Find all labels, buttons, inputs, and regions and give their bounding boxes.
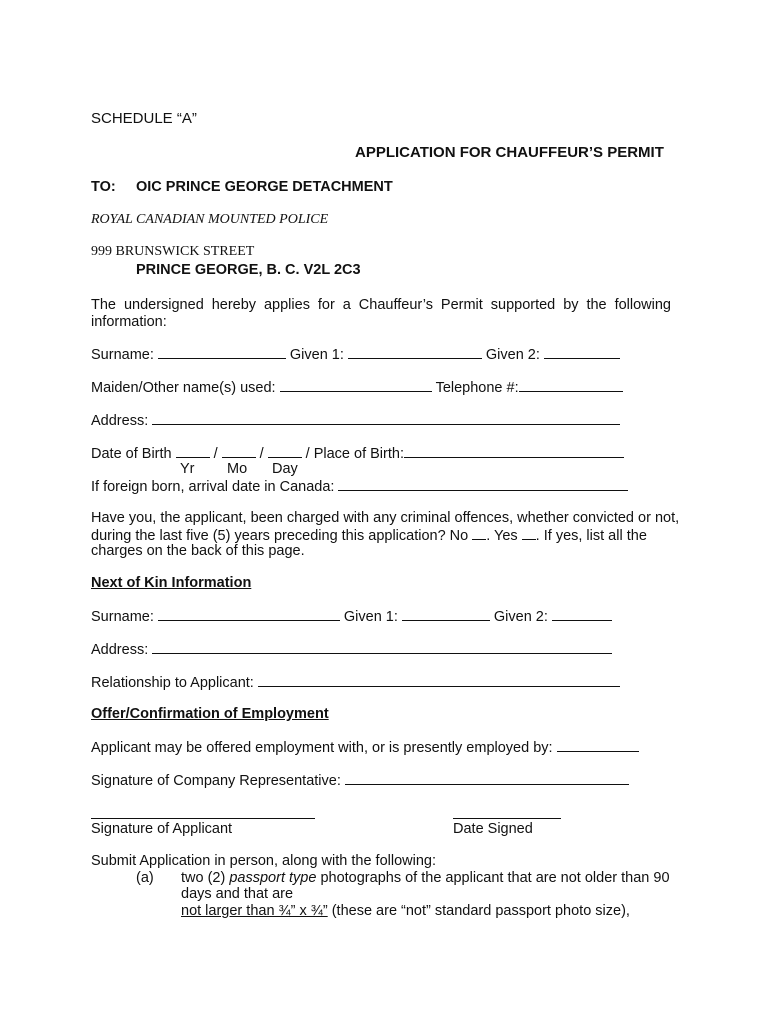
item-a-passport-type: passport type xyxy=(229,870,317,886)
employer-row xyxy=(91,739,643,757)
applicant-signature-field[interactable] xyxy=(91,818,315,819)
intro-paragraph: The undersigned hereby applies for a Chauffeur’s Permit supported by the following information: xyxy=(91,297,671,330)
given2-label: Given 2: xyxy=(485,347,540,363)
item-a-prefix: two (2) xyxy=(181,870,226,886)
employer-label: Applicant may be offered employment with, or is presently employed by: xyxy=(91,740,553,756)
employment-heading: Offer/Confirmation of Employment xyxy=(91,706,329,722)
applicant-signature-label: Signature of Applicant xyxy=(91,821,233,837)
charges-yes-label: . Yes xyxy=(486,528,518,544)
dob-row xyxy=(91,445,628,463)
kin-address-field[interactable] xyxy=(152,641,612,654)
dob-day-field[interactable] xyxy=(268,445,302,458)
date-signed-label: Date Signed xyxy=(453,821,533,837)
pob-field[interactable] xyxy=(404,445,624,458)
kin-given1-label: Given 1: xyxy=(343,609,398,625)
date-signed-field[interactable] xyxy=(453,818,561,819)
foreign-row xyxy=(91,478,632,496)
employer-field[interactable] xyxy=(557,739,639,752)
given1-label: Given 1: xyxy=(289,347,344,363)
kin-given1-field[interactable] xyxy=(402,608,490,621)
company-signature-field[interactable] xyxy=(345,772,629,785)
submit-intro: Submit Application in person, along with the following: xyxy=(91,853,436,869)
dob-slash: / xyxy=(259,446,264,462)
maiden-field[interactable] xyxy=(280,379,432,392)
relationship-row xyxy=(91,674,624,692)
charges-no-field[interactable] xyxy=(472,527,486,540)
item-a-size-note: (these are “not” standard passport photo size), xyxy=(331,903,630,919)
charges-line-3: charges on the back of this page. xyxy=(91,543,305,559)
given2-field[interactable] xyxy=(544,346,620,359)
dob-month-caption: Mo xyxy=(227,461,248,477)
kin-address-row xyxy=(91,641,616,659)
arrival-date-field[interactable] xyxy=(338,478,628,491)
kin-name-row xyxy=(91,608,616,626)
surname-field[interactable] xyxy=(158,346,286,359)
foreign-label: If foreign born, arrival date in Canada: xyxy=(91,479,335,495)
charges-line-1: Have you, the applicant, been charged with any criminal offences, whether convicted or not, xyxy=(91,510,680,526)
dob-day-caption: Day xyxy=(272,461,298,477)
company-signature-label: Signature of Company Representative: xyxy=(91,773,341,789)
kin-surname-field[interactable] xyxy=(158,608,340,621)
to-label: TO: xyxy=(91,179,116,195)
city-address: PRINCE GEORGE, B. C. V2L 2C3 xyxy=(136,262,361,278)
telephone-field[interactable] xyxy=(519,379,623,392)
item-a-label: (a) xyxy=(136,870,154,886)
item-a-line-2: days and that are xyxy=(181,886,294,902)
next-of-kin-heading: Next of Kin Information xyxy=(91,575,252,591)
organization-name: ROYAL CANADIAN MOUNTED POLICE xyxy=(91,212,329,227)
given1-field[interactable] xyxy=(348,346,482,359)
address-field[interactable] xyxy=(152,412,620,425)
relationship-label: Relationship to Applicant: xyxy=(91,675,254,691)
dob-label: Date of Birth xyxy=(91,446,172,462)
charges-question: during the last five (5) years preceding this application? No xyxy=(91,528,469,544)
dob-slash: / xyxy=(213,446,218,462)
maiden-label: Maiden/Other name(s) used: xyxy=(91,380,276,396)
schedule-label: SCHEDULE “A” xyxy=(91,110,197,127)
kin-given2-label: Given 2: xyxy=(493,609,548,625)
company-signature-row xyxy=(91,772,633,790)
item-a-size-limit: not larger than ¾” x ¾” xyxy=(181,903,328,919)
relationship-field[interactable] xyxy=(258,674,620,687)
page-title: APPLICATION FOR CHAUFFEUR’S PERMIT xyxy=(355,144,664,161)
dob-month-field[interactable] xyxy=(222,445,256,458)
address-row xyxy=(91,412,624,430)
item-a-text: photographs of the applicant that are not older than 90 xyxy=(320,870,670,886)
kin-surname-label: Surname: xyxy=(91,609,154,625)
applicant-name-row xyxy=(91,346,624,364)
dob-year-caption: Yr xyxy=(180,461,195,477)
telephone-label: Telephone #: xyxy=(435,380,519,396)
kin-given2-field[interactable] xyxy=(552,608,612,621)
street-address: 999 BRUNSWICK STREET xyxy=(91,244,255,259)
pob-label: / Place of Birth: xyxy=(305,446,404,462)
item-a-line-1 xyxy=(181,870,670,887)
to-recipient: OIC PRINCE GEORGE DETACHMENT xyxy=(136,179,393,195)
charges-list-note: . If yes, list all the xyxy=(535,528,647,544)
charges-yes-field[interactable] xyxy=(522,527,536,540)
kin-address-label: Address: xyxy=(91,642,149,658)
address-label: Address: xyxy=(91,413,149,429)
surname-label: Surname: xyxy=(91,347,154,363)
item-a-line-3 xyxy=(181,903,630,920)
dob-year-field[interactable] xyxy=(176,445,210,458)
maiden-row xyxy=(91,379,627,397)
